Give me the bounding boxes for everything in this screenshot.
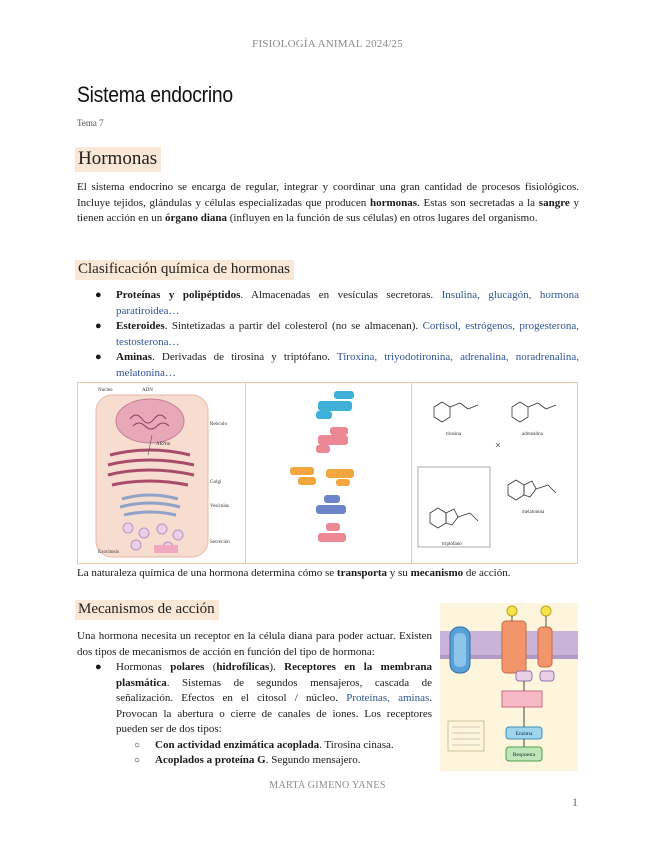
mechanism-intro: Una hormona necesita un receptor en la célula diana para poder actuar. Existen dos tipos de mecanismos de acción en función del tipo de hormona: bbox=[77, 630, 432, 658]
sub-list-item: ○ Acoplados a proteína G. Segundo mensajero. bbox=[134, 753, 432, 769]
list-item: ● Proteínas y polipéptidos. Almacenadas en vesículas secretoras. Insulina, glucagón, hormona paratiroidea… bbox=[95, 289, 579, 317]
heading-hormonas: Hormonas bbox=[75, 147, 161, 172]
molecule-label: melatonina bbox=[522, 510, 545, 515]
cell-label: Vesículas bbox=[210, 504, 229, 509]
peptide-blue bbox=[316, 391, 354, 419]
bullet-icon: ● bbox=[95, 661, 102, 673]
bullet-icon: ● bbox=[95, 289, 102, 301]
molecule-label: tirosina bbox=[446, 432, 461, 437]
intro-paragraph: El sistema endocrino se encarga de regular, integrar y coordinar una gran cantidad de procesos fisiológicos. Incluye tejidos, glándulas y células especializadas que producen hormonas. Estas son secretadas a la sangre y tienen acción en un órgano diana (influyen en la función de sus células) en otros lugares del organismo. bbox=[77, 181, 580, 224]
peptide-pink-2 bbox=[318, 523, 346, 542]
running-header: FISIOLOGÍA ANIMAL 2024/25 bbox=[252, 38, 403, 50]
enzyme-label: Enzima bbox=[515, 731, 533, 737]
cell-label: ARNm bbox=[156, 442, 171, 447]
heading-mecanismos: Mecanismos de acción bbox=[75, 600, 219, 620]
list-item: ● Hormonas polares (hidrofílicas). Receptores en la membrana plasmática. Sistemas de segundos mensajeros, cascada de señalización. Efectos en el citosol / núcleo. Proteínas, aminas. Provocan la abertura o cierre de canales de iones. Los receptores pueden ser de dos tipos: bbox=[95, 661, 432, 735]
amine-structures-panel bbox=[412, 383, 577, 563]
page-title: Sistema endocrino bbox=[77, 82, 233, 107]
sub-list-item: ○ Con actividad enzimática acoplada. Tirosina cinasa. bbox=[134, 738, 432, 754]
amine-structures-diagram bbox=[412, 383, 577, 563]
sub-bullet-icon: ○ bbox=[134, 740, 141, 751]
cell-label: ADN bbox=[142, 388, 153, 393]
peptide-structures-panel bbox=[246, 383, 412, 563]
membrane-receptor-figure bbox=[440, 603, 578, 771]
bullet-icon: ● bbox=[95, 351, 102, 363]
peptide-pink bbox=[316, 427, 348, 453]
hormone-classification-figure bbox=[77, 382, 578, 564]
secretory-cell-panel bbox=[78, 383, 246, 563]
peptide-purple bbox=[316, 495, 346, 514]
molecule-label: adrenalina bbox=[522, 432, 543, 437]
peptide-orange bbox=[290, 467, 354, 486]
cell-label: Nucleo bbox=[98, 388, 113, 393]
page-number: 1 bbox=[572, 795, 578, 809]
cell-label: Golgi bbox=[210, 480, 222, 485]
cell-label: Retículo bbox=[210, 422, 227, 427]
list-item: ● Aminas. Derivadas de tirosina y triptófano. Tiroxina, triyodotironina, adrenalina, noradrenalina, melatonina… bbox=[95, 351, 579, 379]
cell-label: Exocitosis bbox=[98, 550, 119, 555]
page-footer: MARTA GIMENO YANES bbox=[269, 780, 386, 791]
peptide-structures-diagram bbox=[246, 383, 412, 563]
secretory-cell-diagram bbox=[78, 383, 246, 563]
response-label: Respuesta bbox=[512, 752, 536, 758]
molecule-label: triptófano bbox=[442, 542, 462, 547]
membrane-receptor-diagram bbox=[440, 603, 578, 771]
figure-caption: La naturaleza química de una hormona determina cómo se transporta y su mecanismo de acción. bbox=[77, 567, 511, 579]
sub-bullet-icon: ○ bbox=[134, 755, 141, 766]
bullet-icon: ● bbox=[95, 320, 102, 332]
cell-label: Secreción bbox=[210, 540, 230, 545]
heading-clasificacion: Clasificación química de hormonas bbox=[75, 260, 294, 280]
page-subtitle: Tema 7 bbox=[77, 118, 104, 128]
list-item: ● Esteroides. Sintetizadas a partir del colesterol (no se almacenan). Cortisol, estrógenos, progesterona, testosterona… bbox=[95, 320, 579, 348]
